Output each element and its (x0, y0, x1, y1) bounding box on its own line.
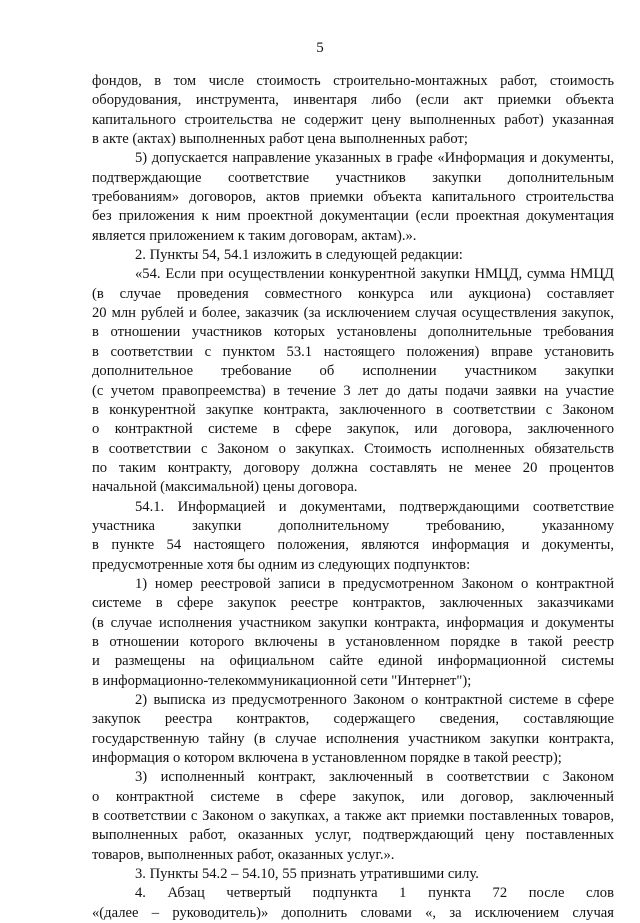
text-line: в соответствии с Законом о закупках, а также акт приемки поставленных товаров, (92, 808, 614, 825)
text-line: фондов, в том числе стоимость строительно-монтажных работ, стоимость (92, 73, 614, 89)
text-line: «54. Если при осуществлении конкурентной закупки НМЦД, сумма НМЦД (135, 266, 614, 283)
text-line: «(далее – руководитель)» дополнить словами «, за исключением случая (92, 904, 614, 921)
text-line: в информационно-телекоммуникационной сети "Интернет"); (92, 672, 472, 689)
text-line: 3) исполненный контракт, заключенный в соответствии с Законом (135, 769, 614, 786)
text-line: (с учетом правопреемства) в течение 3 лет до даты подачи заявки на участие (92, 382, 614, 399)
text-line: государственную тайну (в случае исполнения участником закупки контракта, (92, 730, 614, 747)
text-line: 54.1. Информацией и документами, подтверждающими соответствие (135, 498, 614, 515)
text-line: системе в сфере закупок реестре контрактов, заключенных заказчиками (92, 595, 614, 612)
text-line: без приложения к ним проектной документации (если проектная документация (92, 208, 614, 225)
text-line: начальной (максимальной) цены договора. (92, 479, 358, 496)
text-line: является приложением к таким договорам, актам).». (92, 227, 417, 244)
text-line: товаров, выполненных работ, оказанных услуг.». (92, 846, 395, 863)
text-line: в отношении которого включены в установленном порядке в такой реестр (92, 633, 614, 650)
text-line: 2. Пункты 54, 54.1 изложить в следующей редакции: (135, 247, 463, 264)
text-line: предусмотренные хотя бы одним из следующих подпунктов: (92, 556, 471, 573)
text-line: 2) выписка из предусмотренного Законом о контрактной системе в сфере (135, 692, 614, 708)
text-line: выполненных работ, оказанных услуг, подтверждающий цену поставленных (92, 827, 614, 844)
text-line: 5) допускается направление указанных в графе «Информация и документы, (135, 150, 614, 167)
text-line: участника закупки дополнительному требованию, указанному (92, 517, 614, 534)
text-line: о контрактной системе в сфере закупок, или договор, заключенный (92, 788, 614, 805)
text-line: о контрактной системе в сфере закупок, или договора, заключенного (92, 421, 614, 438)
text-line: 1) номер реестровой записи в предусмотренном Законом о контрактной (135, 575, 614, 592)
text-line: в соответствии с Законом о закупках. Стоимость исполненных обязательств (92, 440, 614, 457)
text-line: и размещены на официальном сайте единой информационной системы (92, 653, 614, 670)
page-number: 5 (316, 40, 324, 56)
text-line: требованиям» договоров, актов приемки объекта капитального строительства (92, 189, 614, 206)
text-line: оборудования, инструмента, инвентаря либо (если акт приемки объекта (92, 92, 614, 109)
text-line: в отношении участников которых установлены дополнительные требования (92, 324, 614, 341)
text-line: капитального строительства не содержит цену выполненных работ) указанная (92, 111, 614, 128)
text-line: информация о котором включена в установленном порядке в такой реестр); (92, 750, 562, 767)
text-line: 3. Пункты 54.2 – 54.10, 55 признать утратившими силу. (135, 866, 479, 883)
text-line: 20 млн рублей и более, заказчик (за исключением случая осуществления закупок, (92, 305, 614, 322)
document-body (92, 72, 614, 923)
text-line: закупок реестра контрактов, содержащего сведения, составляющие (92, 711, 614, 728)
text-line: 4. Абзац четвертый подпункта 1 пункта 72 после слов (135, 885, 614, 902)
text-line: в соответствии с пунктом 53.1 настоящего положения) вправе установить (92, 343, 614, 360)
text-line: в пункте 54 настоящего положения, являются информация и документы, (92, 537, 614, 554)
text-line: дополнительное требование об исполнении участником закупки (92, 363, 614, 380)
text-line: в конкурентной закупке контракта, заключенного в соответствии с Законом (92, 401, 614, 418)
text-line: (в случае проведения совместного конкурса или аукциона) составляет (92, 285, 614, 302)
text-line: в акте (актах) выполненных работ цена выполненных работ; (92, 131, 468, 148)
text-line: подтверждающие соответствие участников закупки дополнительным (92, 169, 614, 186)
text-line: по таким контракту, договору должна составлять не менее 20 процентов (92, 459, 614, 476)
text-line: (в случае исполнения участником закупки контракта, информация и документы (92, 614, 614, 631)
